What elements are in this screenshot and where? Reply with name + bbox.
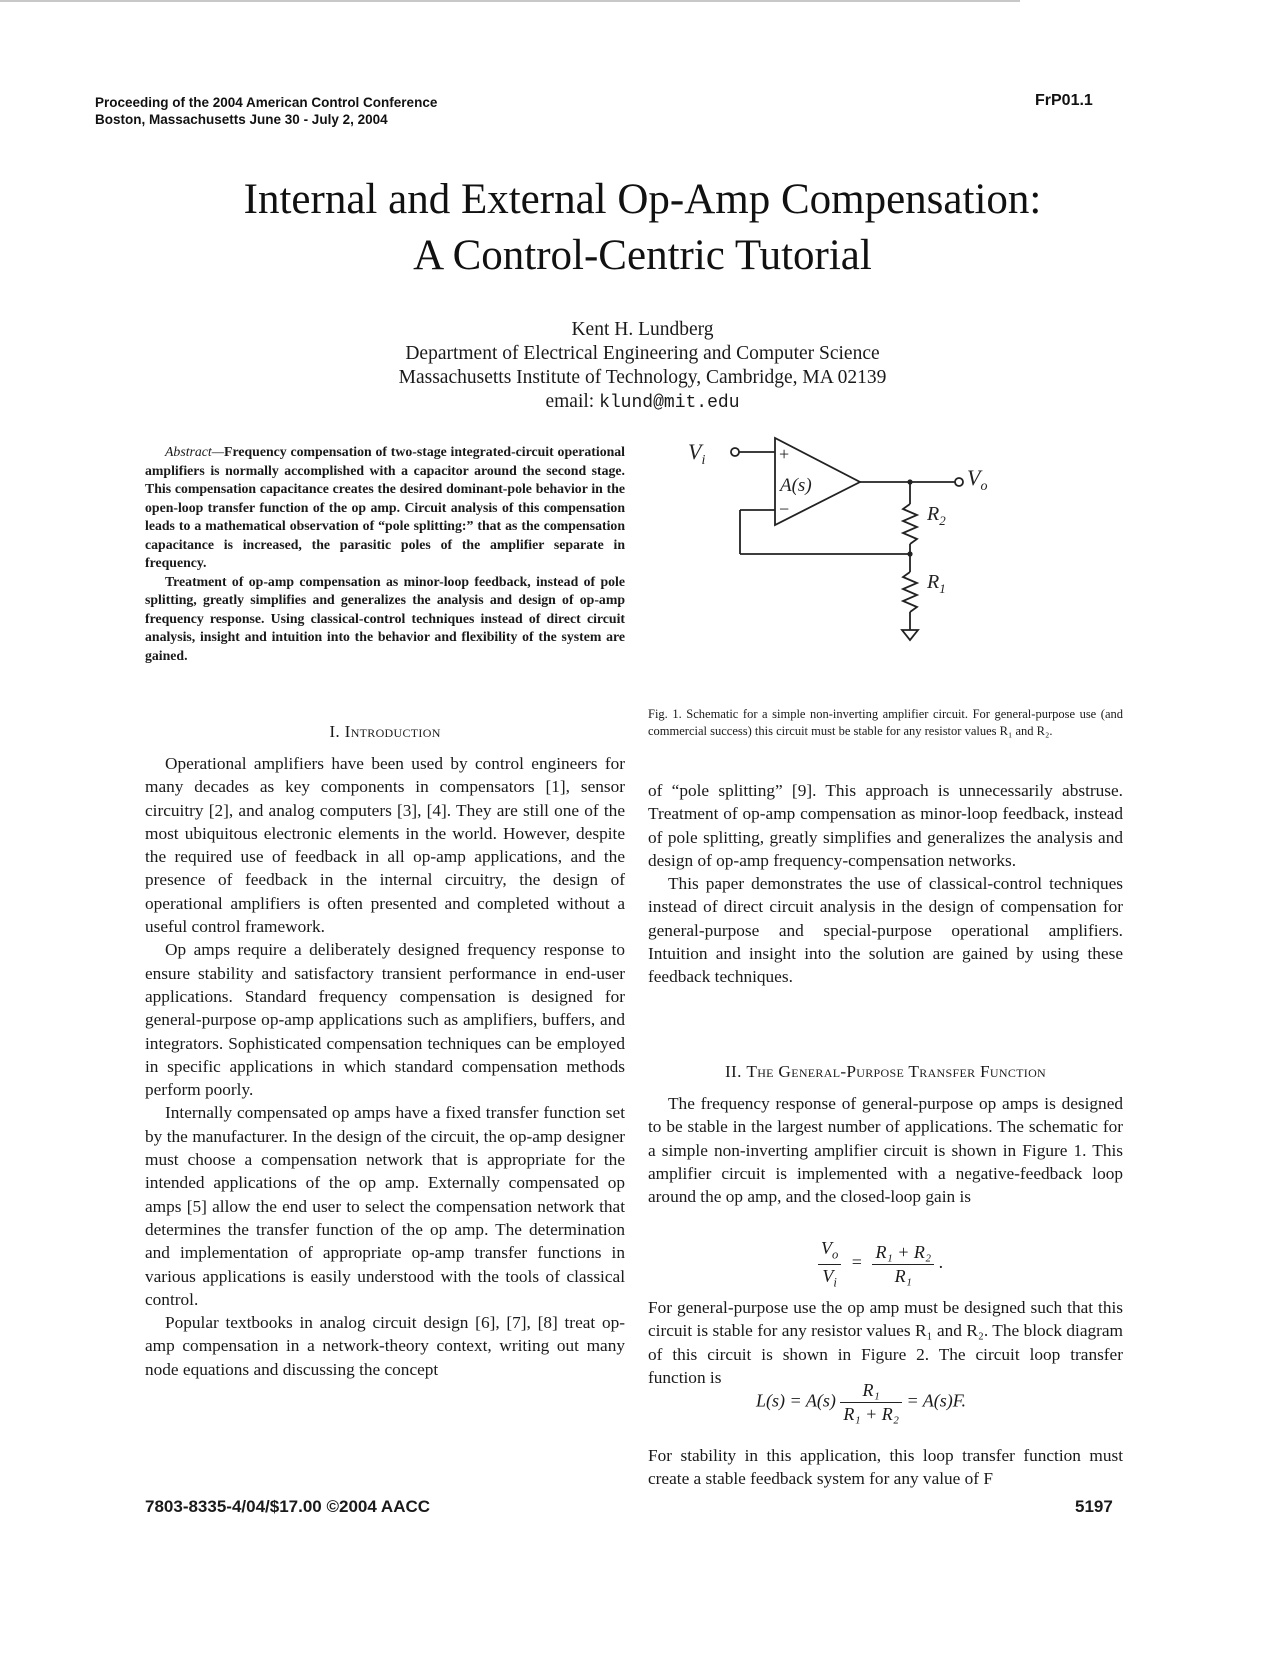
scan-top-rule — [0, 0, 1020, 2]
feedback-node-dot — [907, 551, 912, 556]
eq1-period: . — [938, 1252, 944, 1273]
author-name: Kent H. Lundberg — [571, 319, 714, 340]
ground-symbol — [902, 630, 918, 640]
resistor-r1 — [903, 572, 917, 612]
section-2-paragraph-3 — [648, 1444, 1123, 1491]
figure-1-schematic — [640, 430, 1120, 685]
stability-requirement-paragraph: For general-purpose use the op amp must be designed such that this circuit is stable for any resistor values R₁ and R₂. The block diagram of this circuit is shown in Figure 2. The circuit loop transfer function is — [648, 1298, 1123, 1387]
intro-paragraph-4: Popular textbooks in analog circuit design [6], [7], [8] treat op-amp compensation in a network-theory context, writing out many node equations and discussing the concept — [145, 1313, 625, 1379]
resistor-r2 — [903, 504, 917, 544]
pole-splitting-paragraph: of “pole splitting” [9]. This approach is unnecessarily abstruse. Treatment of op-amp compensation as minor-loop feedback, instead of pole splitting, greatly simplifies and generalizes the analysis and design of op-amp frequency-compensation networks. — [648, 781, 1123, 870]
eq1-rhs-fraction: $\frac{\text{R₁ + R₂}}{\text{R₁}}$ — [872, 1242, 934, 1287]
output-node-dot — [907, 479, 912, 484]
paper-id: FrP01.1 — [1035, 92, 1093, 109]
op-amp-gain-label: A(s) — [780, 475, 812, 496]
abstract-dash: — — [211, 444, 225, 459]
r2-label: $R_2$ — [927, 503, 946, 528]
section-2-heading — [648, 1062, 1123, 1082]
eq2-rhs: = A(s)F. — [906, 1390, 966, 1411]
intro-paragraph-2: Op amps require a deliberately designed frequency response to ensure stability and satisfactory transient performance in end-user applications. Standard frequency compensation is designed for general-purpose op-amp applications such as amplifiers, buffers, and integrators. Sophisticated compensation techniques can be employed in specific applications in which standard compensation methods perform poorly. — [145, 940, 625, 1100]
title-line-1: Internal and External Op-Amp Compensation: — [243, 176, 1042, 223]
section-2-number: II. — [724, 1062, 742, 1081]
vi-terminal — [731, 448, 739, 456]
section-2-paragraph-1 — [648, 1092, 1123, 1208]
conference-line-1: Proceeding of the 2004 American Control Conference — [95, 95, 438, 110]
abstract — [145, 443, 625, 665]
title-line-2: A Control-Centric Tutorial — [413, 232, 872, 279]
eq1-equals: = — [851, 1252, 862, 1273]
author-email-line — [180, 390, 1105, 415]
vo-terminal — [955, 478, 963, 486]
vi-label: $V_i$ — [688, 439, 706, 468]
author-department: Department of Electrical Engineering and Computer Science — [405, 343, 880, 364]
section-1-heading — [145, 722, 625, 742]
figure-1-caption-text: Schematic for a simple non-inverting amplifier circuit. For general-purpose use (and commercial success) this circuit must be stable for any resistor values R₁ and R₂. — [648, 707, 1123, 738]
paper-demonstrates-paragraph: This paper demonstrates the use of classical-control techniques instead of direct circuit analysis in the design of compensation for general-purpose and special-purpose operational amplifiers. Intuition and insight into the solution are gained by using these feedback techniques. — [648, 874, 1123, 987]
section-2-paragraph-2 — [648, 1296, 1123, 1389]
eq1-lhs-fraction: $\frac{V_o}{V_i}$ — [818, 1238, 841, 1290]
section-1-number: I. — [329, 722, 341, 741]
paper-title — [100, 172, 1185, 284]
abstract-paragraph-1: Frequency compensation of two-stage integrated-circuit operational amplifiers is normally accomplished with a capacitor around the second stage. This compensation capacitance creates the desired dominant-pole behavior in the open-loop transfer function of the op amp. Circuit analysis of this compensation leads to a mathematical observation of “pole splitting:” that as the compensation capacitance is increased, the parasitic poles of the amplifier separate in frequency. — [145, 444, 625, 570]
section-2-title: The General-Purpose Transfer Function — [746, 1062, 1047, 1081]
conference-header — [95, 94, 437, 128]
abstract-label: Abstract — [165, 444, 212, 459]
non-inverting-input-sign: + — [779, 444, 790, 464]
section-1-title: Introduction — [344, 722, 441, 741]
left-column-body — [145, 752, 625, 1381]
page-number: 5197 — [1075, 1497, 1113, 1516]
figure-1-caption — [648, 706, 1123, 739]
intro-paragraph-1: Operational amplifiers have been used by control engineers for many decades as key components in compensators [1], sensor circuitry [2], and analog computers [3], [4]. They are still one of the most ubiquitous electronic elements in the world. However, despite the required use of feedback in all op-amp applications, and the presence of feedback in the internal circuitry, the design of operational amplifiers is often presented and completed without a useful control framework. — [145, 754, 625, 937]
inverting-input-sign: − — [779, 499, 790, 519]
author-institution: Massachusetts Institute of Technology, Cambridge, MA 02139 — [398, 367, 887, 388]
figure-1-caption-prefix: Fig. 1. — [648, 707, 682, 721]
equation-closed-loop-gain — [818, 1238, 943, 1290]
equation-loop-transfer-function — [756, 1380, 966, 1425]
conference-line-2: Boston, Massachusetts June 30 - July 2, 2004 — [95, 112, 388, 127]
copyright-footer: 7803-8335-4/04/$17.00 ©2004 AACC — [145, 1497, 431, 1516]
eq2-fraction: $\frac{\text{R₁}}{\text{R₁ + R₂}}$ — [840, 1380, 902, 1425]
r1-label: $R_1$ — [927, 571, 946, 596]
author-block — [180, 318, 1105, 415]
right-column-top — [648, 779, 1123, 989]
eq2-lhs: L(s) = A(s) — [756, 1390, 836, 1411]
intro-paragraph-3: Internally compensated op amps have a fixed transfer function set by the manufacturer. In the design of the circuit, the op-amp designer must choose a compensation network that is appropriate for the intended applications of the op amp. Externally compensated op amps [5] allow the end user to select the compensation network that determines the transfer function of the op amp. The determination and implementation of appropriate op-amp transfer functions in various applications is easily understood with the tools of classical control. — [145, 1103, 625, 1309]
loop-stability-paragraph: For stability in this application, this loop transfer function must create a stable feedback system for any value of F — [648, 1446, 1123, 1489]
email-address: klund@mit.edu — [599, 393, 740, 413]
email-label: email: — [545, 391, 595, 412]
abstract-paragraph-2: Treatment of op-amp compensation as minor-loop feedback, instead of pole splitting, greatly simplifies and generalizes the analysis and design of op-amp frequency response. Using classical-control techniques instead of direct circuit analysis, insight and intuition into the behavior and flexibility of the system are gained. — [145, 573, 625, 663]
vo-label: $V_o$ — [967, 465, 988, 494]
general-purpose-paragraph: The frequency response of general-purpose op amps is designed to be stable in the largest number of applications. The schematic for a simple non-inverting amplifier circuit is shown in Figure 1. This amplifier circuit is implemented with a negative-feedback loop around the op amp, and the closed-loop gain is — [648, 1094, 1123, 1207]
